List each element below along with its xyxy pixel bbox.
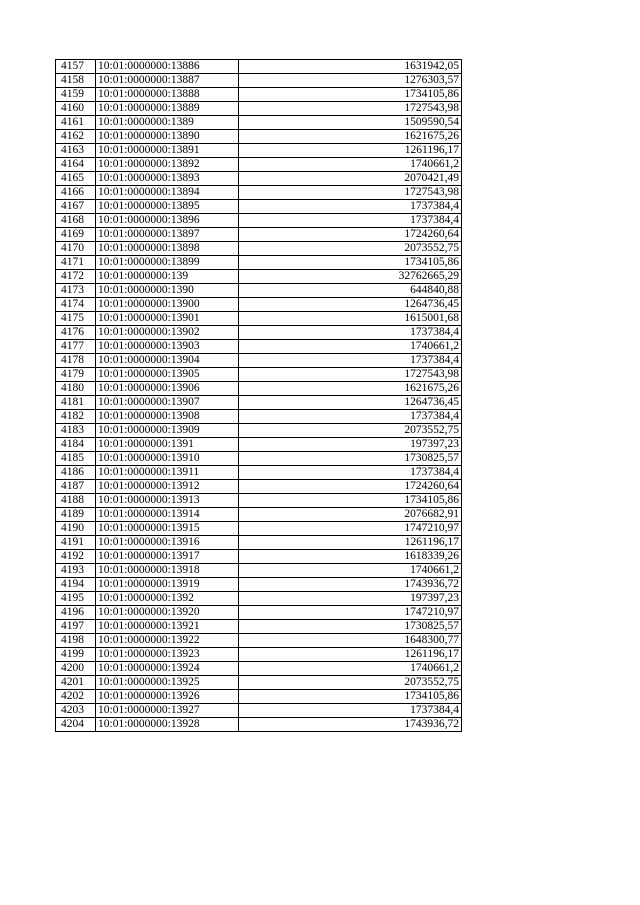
table-row	[56, 340, 462, 354]
row-number-cell: 4193	[56, 564, 96, 578]
row-number-cell: 4174	[56, 298, 96, 312]
table-row	[56, 228, 462, 242]
value-cell: 1264736,45	[239, 298, 462, 312]
table-row	[56, 676, 462, 690]
cadastral-number-cell: 10:01:0000000:1390	[96, 284, 239, 298]
value-cell: 1737384,4	[239, 326, 462, 340]
table-row	[56, 382, 462, 396]
cadastral-number-cell: 10:01:0000000:13892	[96, 158, 239, 172]
table-row	[56, 214, 462, 228]
value-cell: 1261196,17	[239, 144, 462, 158]
value-cell: 1737384,4	[239, 200, 462, 214]
cadastral-number-cell: 10:01:0000000:13916	[96, 536, 239, 550]
table-row	[56, 144, 462, 158]
row-number-cell: 4158	[56, 74, 96, 88]
table-row	[56, 494, 462, 508]
table-row	[56, 480, 462, 494]
row-number-cell: 4179	[56, 368, 96, 382]
cadastral-number-cell: 10:01:0000000:13912	[96, 480, 239, 494]
cadastral-number-cell: 10:01:0000000:13910	[96, 452, 239, 466]
table-row	[56, 60, 462, 74]
table-row	[56, 508, 462, 522]
row-number-cell: 4188	[56, 494, 96, 508]
value-cell: 1743936,72	[239, 578, 462, 592]
cadastral-number-cell: 10:01:0000000:139	[96, 270, 239, 284]
table-row	[56, 648, 462, 662]
row-number-cell: 4172	[56, 270, 96, 284]
row-number-cell: 4157	[56, 60, 96, 74]
cadastral-number-cell: 10:01:0000000:13898	[96, 242, 239, 256]
row-number-cell: 4183	[56, 424, 96, 438]
value-cell: 1618339,26	[239, 550, 462, 564]
cadastral-number-cell: 10:01:0000000:13923	[96, 648, 239, 662]
cadastral-number-cell: 10:01:0000000:13924	[96, 662, 239, 676]
cadastral-number-cell: 10:01:0000000:13890	[96, 130, 239, 144]
value-cell: 197397,23	[239, 438, 462, 452]
table-row	[56, 536, 462, 550]
value-cell: 1509590,54	[239, 116, 462, 130]
cadastral-number-cell: 10:01:0000000:13925	[96, 676, 239, 690]
row-number-cell: 4164	[56, 158, 96, 172]
value-cell: 1737384,4	[239, 704, 462, 718]
cadastral-number-cell: 10:01:0000000:13926	[96, 690, 239, 704]
table-row	[56, 606, 462, 620]
cadastral-number-cell: 10:01:0000000:13915	[96, 522, 239, 536]
row-number-cell: 4199	[56, 648, 96, 662]
table-row	[56, 466, 462, 480]
value-cell: 1615001,68	[239, 312, 462, 326]
cadastral-number-cell: 10:01:0000000:13913	[96, 494, 239, 508]
table-row	[56, 74, 462, 88]
row-number-cell: 4182	[56, 410, 96, 424]
table-row	[56, 662, 462, 676]
row-number-cell: 4160	[56, 102, 96, 116]
cadastral-number-cell: 10:01:0000000:13900	[96, 298, 239, 312]
cadastral-number-cell: 10:01:0000000:13928	[96, 718, 239, 732]
value-cell: 1727543,98	[239, 186, 462, 200]
cadastral-number-cell: 10:01:0000000:13905	[96, 368, 239, 382]
cadastral-number-cell: 10:01:0000000:13903	[96, 340, 239, 354]
row-number-cell: 4165	[56, 172, 96, 186]
table-row	[56, 368, 462, 382]
value-cell: 1264736,45	[239, 396, 462, 410]
cadastral-number-cell: 10:01:0000000:13904	[96, 354, 239, 368]
row-number-cell: 4173	[56, 284, 96, 298]
table-body	[56, 60, 462, 732]
value-cell: 1737384,4	[239, 466, 462, 480]
value-cell: 1737384,4	[239, 410, 462, 424]
cadastral-number-cell: 10:01:0000000:13921	[96, 620, 239, 634]
table-row	[56, 256, 462, 270]
row-number-cell: 4191	[56, 536, 96, 550]
table-row	[56, 452, 462, 466]
table-row	[56, 354, 462, 368]
cadastral-number-cell: 10:01:0000000:13902	[96, 326, 239, 340]
cadastral-number-cell: 10:01:0000000:13917	[96, 550, 239, 564]
row-number-cell: 4189	[56, 508, 96, 522]
cadastral-number-cell: 10:01:0000000:13893	[96, 172, 239, 186]
row-number-cell: 4169	[56, 228, 96, 242]
table-row	[56, 578, 462, 592]
value-cell: 1747210,97	[239, 522, 462, 536]
value-cell: 1740661,2	[239, 340, 462, 354]
row-number-cell: 4186	[56, 466, 96, 480]
value-cell: 1261196,17	[239, 536, 462, 550]
row-number-cell: 4178	[56, 354, 96, 368]
cadastral-number-cell: 10:01:0000000:13901	[96, 312, 239, 326]
value-cell: 1734105,86	[239, 690, 462, 704]
cadastral-number-cell: 10:01:0000000:13908	[96, 410, 239, 424]
value-cell: 1734105,86	[239, 256, 462, 270]
document-page	[55, 59, 462, 732]
value-cell: 2076682,91	[239, 508, 462, 522]
table-row	[56, 522, 462, 536]
cadastral-number-cell: 10:01:0000000:13888	[96, 88, 239, 102]
value-cell: 1747210,97	[239, 606, 462, 620]
row-number-cell: 4170	[56, 242, 96, 256]
value-cell: 1734105,86	[239, 494, 462, 508]
row-number-cell: 4162	[56, 130, 96, 144]
table-row	[56, 634, 462, 648]
cadastral-number-cell: 10:01:0000000:13886	[96, 60, 239, 74]
table-row	[56, 620, 462, 634]
table-row	[56, 718, 462, 732]
value-cell: 2070421,49	[239, 172, 462, 186]
cadastral-number-cell: 10:01:0000000:13918	[96, 564, 239, 578]
cadastral-number-cell: 10:01:0000000:13887	[96, 74, 239, 88]
cadastral-number-cell: 10:01:0000000:13897	[96, 228, 239, 242]
table-row	[56, 564, 462, 578]
value-cell: 2073552,75	[239, 676, 462, 690]
row-number-cell: 4198	[56, 634, 96, 648]
value-cell: 1737384,4	[239, 354, 462, 368]
row-number-cell: 4187	[56, 480, 96, 494]
table-row	[56, 88, 462, 102]
value-cell: 1740661,2	[239, 662, 462, 676]
cadastral-number-cell: 10:01:0000000:13911	[96, 466, 239, 480]
cadastral-number-cell: 10:01:0000000:13899	[96, 256, 239, 270]
value-cell: 2073552,75	[239, 242, 462, 256]
table-row	[56, 592, 462, 606]
table-row	[56, 172, 462, 186]
row-number-cell: 4204	[56, 718, 96, 732]
value-cell: 1724260,64	[239, 228, 462, 242]
table-row	[56, 424, 462, 438]
table-row	[56, 312, 462, 326]
row-number-cell: 4185	[56, 452, 96, 466]
value-cell: 1737384,4	[239, 214, 462, 228]
table-row	[56, 270, 462, 284]
cadastral-number-cell: 10:01:0000000:13907	[96, 396, 239, 410]
row-number-cell: 4202	[56, 690, 96, 704]
data-table	[55, 59, 462, 732]
value-cell: 1743936,72	[239, 718, 462, 732]
table-row	[56, 396, 462, 410]
row-number-cell: 4196	[56, 606, 96, 620]
table-row	[56, 200, 462, 214]
value-cell: 1730825,57	[239, 452, 462, 466]
value-cell: 197397,23	[239, 592, 462, 606]
cadastral-number-cell: 10:01:0000000:13895	[96, 200, 239, 214]
cadastral-number-cell: 10:01:0000000:13906	[96, 382, 239, 396]
value-cell: 1261196,17	[239, 648, 462, 662]
cadastral-number-cell: 10:01:0000000:13919	[96, 578, 239, 592]
cadastral-number-cell: 10:01:0000000:1389	[96, 116, 239, 130]
row-number-cell: 4166	[56, 186, 96, 200]
value-cell: 1740661,2	[239, 158, 462, 172]
cadastral-number-cell: 10:01:0000000:1391	[96, 438, 239, 452]
row-number-cell: 4192	[56, 550, 96, 564]
value-cell: 1734105,86	[239, 88, 462, 102]
table-row	[56, 326, 462, 340]
cadastral-number-cell: 10:01:0000000:13920	[96, 606, 239, 620]
row-number-cell: 4181	[56, 396, 96, 410]
cadastral-number-cell: 10:01:0000000:13914	[96, 508, 239, 522]
cadastral-number-cell: 10:01:0000000:13891	[96, 144, 239, 158]
row-number-cell: 4197	[56, 620, 96, 634]
table-row	[56, 284, 462, 298]
row-number-cell: 4195	[56, 592, 96, 606]
value-cell: 1631942,05	[239, 60, 462, 74]
cadastral-number-cell: 10:01:0000000:13889	[96, 102, 239, 116]
row-number-cell: 4203	[56, 704, 96, 718]
cadastral-number-cell: 10:01:0000000:1392	[96, 592, 239, 606]
row-number-cell: 4184	[56, 438, 96, 452]
table-row	[56, 116, 462, 130]
value-cell: 2073552,75	[239, 424, 462, 438]
value-cell: 1724260,64	[239, 480, 462, 494]
row-number-cell: 4171	[56, 256, 96, 270]
row-number-cell: 4177	[56, 340, 96, 354]
row-number-cell: 4194	[56, 578, 96, 592]
cadastral-number-cell: 10:01:0000000:13896	[96, 214, 239, 228]
table-row	[56, 186, 462, 200]
value-cell: 32762665,29	[239, 270, 462, 284]
table-row	[56, 690, 462, 704]
cadastral-number-cell: 10:01:0000000:13927	[96, 704, 239, 718]
row-number-cell: 4163	[56, 144, 96, 158]
table-row	[56, 102, 462, 116]
table-row	[56, 410, 462, 424]
value-cell: 1621675,26	[239, 382, 462, 396]
table-row	[56, 298, 462, 312]
row-number-cell: 4161	[56, 116, 96, 130]
value-cell: 1648300,77	[239, 634, 462, 648]
value-cell: 1727543,98	[239, 368, 462, 382]
row-number-cell: 4201	[56, 676, 96, 690]
table-row	[56, 130, 462, 144]
value-cell: 1621675,26	[239, 130, 462, 144]
row-number-cell: 4175	[56, 312, 96, 326]
value-cell: 1276303,57	[239, 74, 462, 88]
row-number-cell: 4176	[56, 326, 96, 340]
table-row	[56, 438, 462, 452]
row-number-cell: 4200	[56, 662, 96, 676]
value-cell: 644840,88	[239, 284, 462, 298]
value-cell: 1740661,2	[239, 564, 462, 578]
row-number-cell: 4180	[56, 382, 96, 396]
row-number-cell: 4159	[56, 88, 96, 102]
value-cell: 1730825,57	[239, 620, 462, 634]
cadastral-number-cell: 10:01:0000000:13909	[96, 424, 239, 438]
cadastral-number-cell: 10:01:0000000:13922	[96, 634, 239, 648]
table-row	[56, 158, 462, 172]
table-row	[56, 704, 462, 718]
value-cell: 1727543,98	[239, 102, 462, 116]
row-number-cell: 4168	[56, 214, 96, 228]
cadastral-number-cell: 10:01:0000000:13894	[96, 186, 239, 200]
row-number-cell: 4190	[56, 522, 96, 536]
row-number-cell: 4167	[56, 200, 96, 214]
table-row	[56, 242, 462, 256]
table-row	[56, 550, 462, 564]
